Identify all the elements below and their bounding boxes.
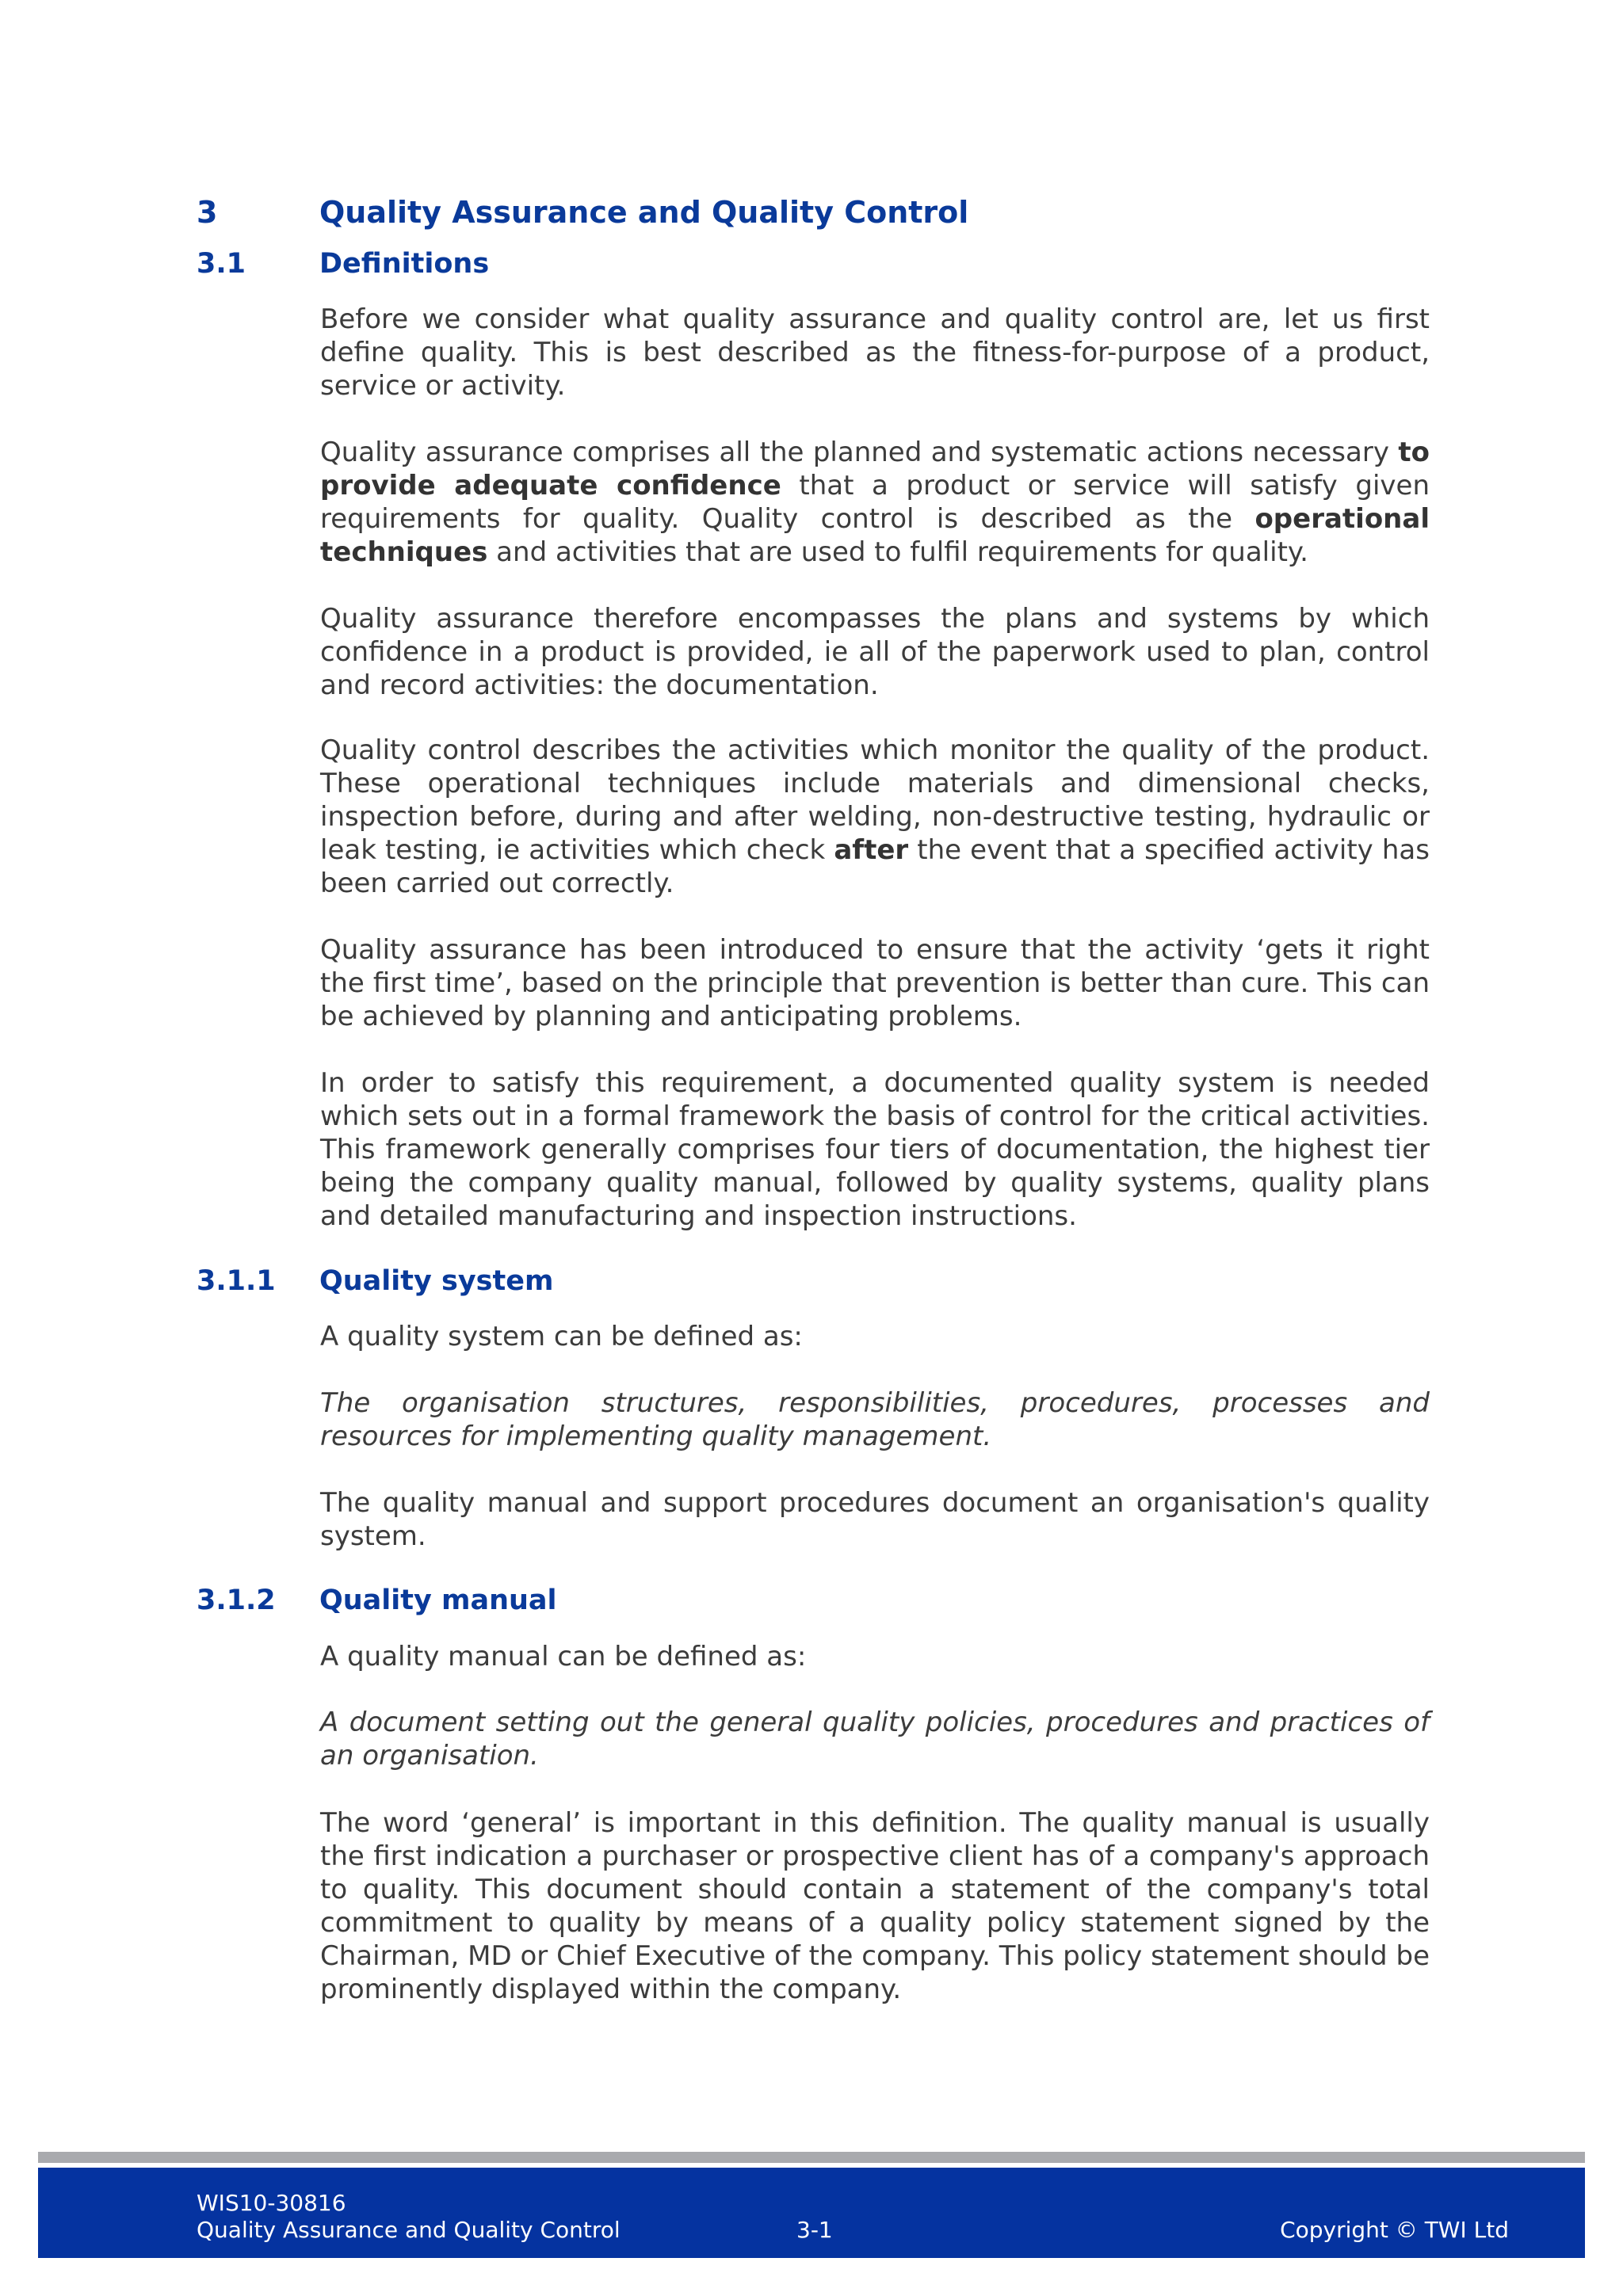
paragraph-quality-system-support: The quality manual and support procedures document an organisation's quality system. bbox=[320, 1487, 1430, 1552]
bold-text: after bbox=[834, 834, 909, 866]
quality-system-definition: The organisation structures, responsibilities, procedures, processes and resources for implementing quality management. bbox=[320, 1387, 1430, 1452]
section-number: 3.1.2 bbox=[197, 1585, 276, 1616]
paragraph-qc-activities bbox=[320, 734, 1430, 900]
footer-page-number: 3-1 bbox=[796, 2217, 833, 2243]
section-title: Quality system bbox=[319, 1265, 554, 1297]
paragraph-qa-introduced: Quality assurance has been introduced to ensure that the activity ‘gets it right the first time’, based on the principle that prevention is better than cure. This can be achieved by planning and anticipating problems. bbox=[320, 934, 1430, 1032]
section-number: 3.1 bbox=[197, 248, 246, 280]
section-title: Definitions bbox=[319, 248, 490, 280]
footer-rule bbox=[38, 2152, 1585, 2163]
text-run: the event that a specified activity has been carried out correctly. bbox=[320, 834, 1430, 899]
text-run: and activities that are used to fulfil requirements for quality. bbox=[487, 536, 1308, 568]
footer-doc-ref: WIS10-30816 bbox=[197, 2190, 346, 2216]
footer-copyright: Copyright © TWI Ltd bbox=[1280, 2217, 1509, 2243]
section-number: 3.1.1 bbox=[197, 1265, 276, 1297]
quality-manual-definition: A document setting out the general quality policies, procedures and practices of an organisation. bbox=[320, 1707, 1430, 1772]
paragraph-quality-system-intro: A quality system can be defined as: bbox=[320, 1321, 803, 1352]
paragraph-quality-definition: Before we consider what quality assurance and quality control are, let us first define quality. This is best described as the fitness-for-purpose of a product, service or activity. bbox=[320, 303, 1430, 402]
chapter-title: Quality Assurance and Quality Control bbox=[319, 195, 969, 230]
text-run: Quality assurance comprises all the planned and systematic actions necessary bbox=[320, 437, 1399, 468]
paragraph-documented-system: In order to satisfy this requirement, a documented quality system is needed which sets out in a formal framework the basis of control for the critical activities. This framework generally comprises four tiers of documentation, the highest tier being the company quality manual, followed by quality systems, quality plans and detailed manufacturing and inspection instructions. bbox=[320, 1067, 1430, 1232]
text-run: that a product or service will satisfy given requirements for quality. Quality control is described as the bbox=[320, 470, 1430, 535]
text-run: Quality control describes the activities which monitor the quality of the product. These operational techniques include materials and dimensional checks, inspection before, during and after welding, non-destructive testing, hydraulic or leak testing, ie activities which check bbox=[320, 734, 1430, 866]
chapter-number: 3 bbox=[197, 195, 218, 230]
bold-text: to provide adequate confidence bbox=[320, 437, 1430, 502]
paragraph-general-word: The word ‘general’ is important in this definition. The quality manual is usually the first indication a purchaser or prospective client has of a company's approach to quality. This document should contain a statement of the company's total commitment to quality by means of a quality policy statement signed by the Chairman, MD or Chief Executive of the company. This policy statement should be prominently displayed within the company. bbox=[320, 1807, 1430, 2005]
paragraph-qa-qc-definition bbox=[320, 436, 1430, 569]
paragraph-quality-manual-intro: A quality manual can be defined as: bbox=[320, 1641, 807, 1672]
page-footer bbox=[38, 2168, 1585, 2258]
footer-title: Quality Assurance and Quality Control bbox=[197, 2217, 621, 2243]
bold-text: operational techniques bbox=[320, 503, 1430, 568]
paragraph-qa-encompasses: Quality assurance therefore encompasses the plans and systems by which confidence in a product is provided, ie all of the paperwork used to plan, control and record activities: the documentation. bbox=[320, 603, 1430, 701]
section-title: Quality manual bbox=[319, 1585, 557, 1616]
